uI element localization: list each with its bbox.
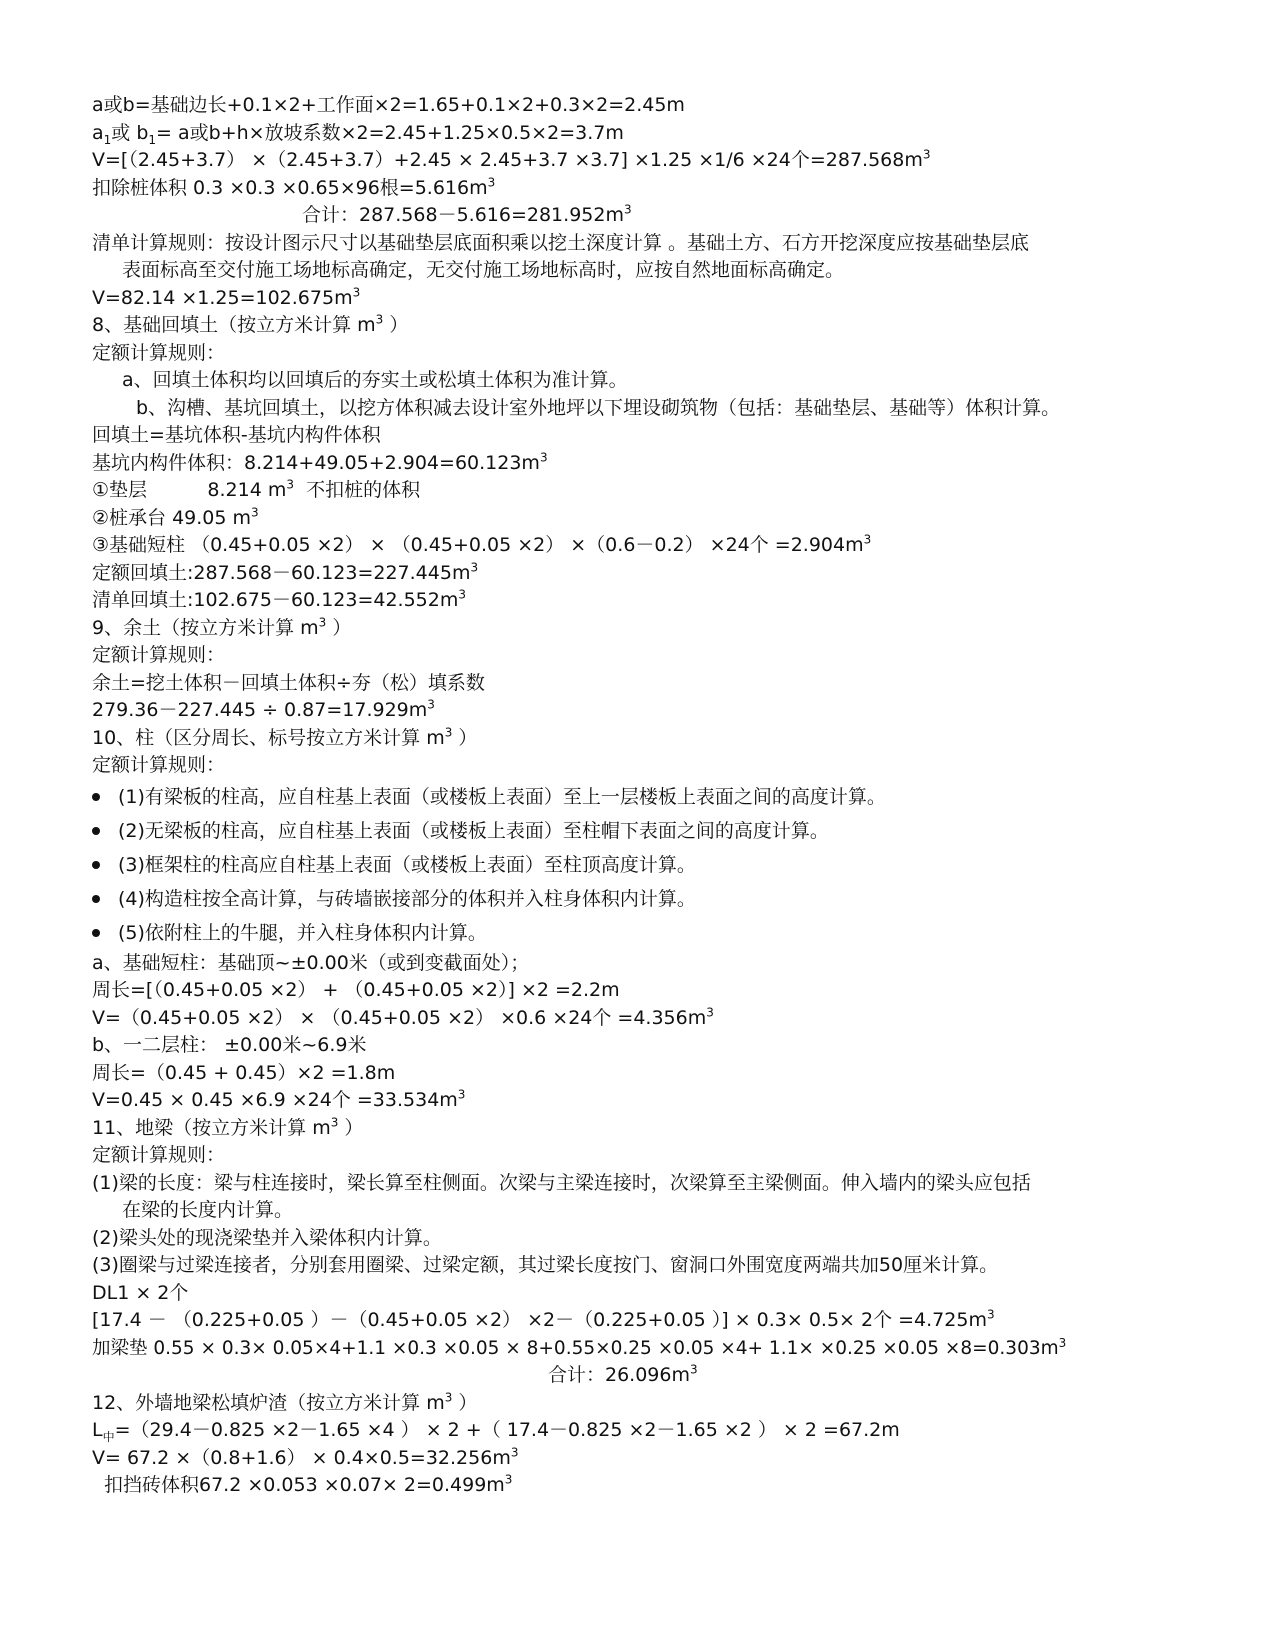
text-line: 定额计算规则： — [92, 1144, 226, 1166]
bullet-dot-icon — [92, 793, 100, 801]
text-line: 周长=（0.45 + 0.45）×2 =1.8m — [92, 1061, 396, 1084]
subtotal-line: 合计：$26.096m^3$ — [548, 1362, 698, 1386]
text-line: 定额计算规则： — [92, 644, 226, 666]
text-line: [17.4 － （0.225+0.05 ）－（0.45+0.05 ×2） ×2－（0.225+0.05 ）] × 0.3× 0.5× 2个 $=4.725m^3$ — [92, 1307, 995, 1331]
text-line: $V= 67.2 \times(0.8+1.6) \times 0.4\times 0.5=32.256m^3$ — [92, 1445, 519, 1469]
section-heading: 8、基础回填土（按立方米计算 $m^3$ ） — [92, 312, 409, 336]
subtotal-line: 合计：$287.568-5.616=281.952m^3$ — [302, 202, 632, 226]
text-line: 清单计算规则：按设计图示尺寸以基础垫层底面积乘以挖土深度计算 。基础土方、石方开挖深度应按基础垫层底 — [92, 231, 1030, 254]
text-line: DL1 × 2个 — [92, 1281, 189, 1304]
bullet-dot-icon — [92, 827, 100, 835]
text-line: a、回填土体积均以回填后的夯实土或松填土体积为准计算。 — [122, 369, 628, 391]
bullet-item: (2)无梁板的柱高，应自柱基上表面（或楼板上表面）至柱帽下表面之间的高度计算。 — [92, 814, 1252, 848]
document-page — [92, 92, 1252, 1500]
text-line: V=[（2.45+3.7） ×（2.45+3.7）+2.45 × 2.45+3.7 ×3.7] ×1.25 ×1/6 ×24个$=287.568m^3$ — [92, 147, 931, 171]
text-line: b、沟槽、基坑回填土，以挖方体积减去设计室外地坪以下埋设砌筑物（包括：基础垫层、基础等）体积计算。 — [136, 396, 1061, 419]
text-line: 回填土=基坑体积-基坑内构件体积 — [92, 424, 381, 446]
bullet-item: (3)框架柱的柱高应自柱基上表面（或楼板上表面）至柱顶高度计算。 — [92, 848, 1252, 882]
section-heading: 12、外墙地梁松填炉渣（按立方米计算 $m^3$ ） — [92, 1390, 478, 1414]
text-line: (3)圈梁与过梁连接者，分别套用圈梁、过梁定额，其过梁长度按门、窗洞口外围宽度两端共加50厘米计算。 — [92, 1254, 999, 1276]
text-line: $a_1$或 $b_1= a$或b+h×放坡系数×2=2.45+1.25×0.5×2=3.7m — [92, 121, 624, 147]
text-line: 扣除桩体积 0.3 ×0.3 ×0.65×96根$=5.616m^3$ — [92, 175, 496, 199]
text-line: 定额计算规则： — [92, 341, 226, 364]
text-line: ①垫层 8.214 $m^3$ 不扣桩的体积 — [92, 477, 421, 501]
section-heading: 10、柱（区分周长、标号按立方米计算 $m^3$ ） — [92, 725, 478, 749]
text-line: V=（0.45+0.05 ×2） × （0.45+0.05 ×2） ×0.6 ×24个 $=4.356m^3$ — [92, 1005, 714, 1029]
text-line: 扣挡砖体积$67.2 \times 0.053 \times 0.07\times 2=0.499m^3$ — [104, 1472, 513, 1496]
text-line: 清单回填土$:102.675-60.123=42.552m^3$ — [92, 587, 467, 611]
text-line: 基坑内构件体积：$8.214+49.05+2.904=60.123m^3$ — [92, 450, 548, 474]
text-line: (2)梁头处的现浇梁垫并入梁体积内计算。 — [92, 1226, 442, 1249]
text-line: 在梁的长度内计算。 — [122, 1199, 294, 1221]
section-heading: 11、地梁（按立方米计算 $m^3$ ） — [92, 1115, 364, 1139]
text-line: 加梁垫 $0.55 \times 0.3\times 0.05\times 4+1.1 \times 0.3 \times 0.05 \times 8+0.55\times 0.25 \times 0.05 \times 4+ 1.1\times \times 0.25 \times 0.05 \times 8=0.303m^3$ — [92, 1335, 1067, 1359]
text-line: (1)梁的长度：梁与柱连接时，梁长算至柱侧面。次梁与主梁连接时，次梁算至主梁侧面。伸入墙内的梁头应包括 — [92, 1171, 1031, 1194]
text-line: 周长=[（0.45+0.05 ×2） + （0.45+0.05 ×2）] ×2 =2.2m — [92, 979, 620, 1001]
text-line: $V=82.14 \times 1.25=102.675m^3$ — [92, 285, 361, 309]
text-line: $279.36-227.445 \div 0.87=17.929m^3$ — [92, 697, 435, 721]
text-line: ②桩承台 49.05 $m^3$ — [92, 505, 259, 529]
bullet-item: (4)构造柱按全高计算，与砖墙嵌接部分的体积并入柱身体积内计算。 — [92, 882, 1252, 916]
text-line: ③基础短柱 （0.45+0.05 ×2） × （0.45+0.05 ×2） ×（0.6－0.2） ×24个 $=2.904m^3$ — [92, 532, 872, 556]
text-line: 余土=挖土体积－回填土体积÷夯（松）填系数 — [92, 671, 485, 694]
bullet-dot-icon — [92, 895, 100, 903]
text-line: 表面标高至交付施工场地标高确定，无交付施工场地标高时，应按自然地面标高确定。 — [122, 259, 845, 281]
text-line: V=0.45 × 0.45 ×6.9 ×24个 $=33.534m^3$ — [92, 1087, 466, 1111]
text-line: a或b=基础边长+0.1×2+工作面×2=1.65+0.1×2+0.3×2=2.45m — [92, 94, 685, 116]
bullet-dot-icon — [92, 861, 100, 869]
text-line: 定额回填土$:287.568-60.123=227.445m^3$ — [92, 560, 479, 584]
text-line: $L_中=(29.4-0.825 \times 2-1.65 \times 4$ ） × 2 +（ 17.4－0.825 ×2－1.65 ×2 ） × 2 =67.2m — [92, 1419, 900, 1444]
text-line: b、一二层柱： ±0.00米~6.9米 — [92, 1034, 367, 1056]
text-line: 定额计算规则： — [92, 754, 226, 776]
bullet-dot-icon — [92, 929, 100, 937]
bullet-item: (1)有梁板的柱高，应自柱基上表面（或楼板上表面）至上一层楼板上表面之间的高度计算。 — [92, 780, 1252, 814]
section-heading: 9、余土（按立方米计算 $m^3$ ） — [92, 615, 352, 639]
bullet-item: (5)依附柱上的牛腿，并入柱身体积内计算。 — [92, 916, 1252, 950]
text-line: a、基础短柱：基础顶~±0.00米（或到变截面处）； — [92, 951, 530, 974]
